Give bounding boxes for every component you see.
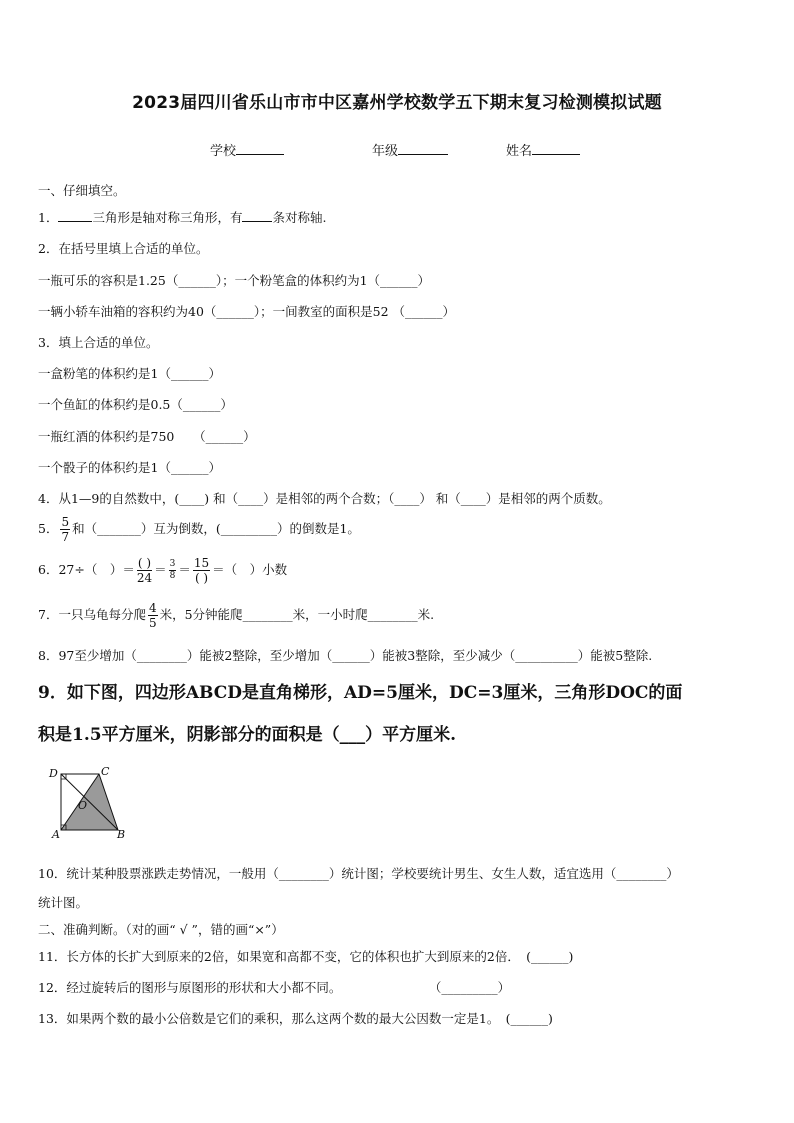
q1-num: 1． bbox=[38, 210, 59, 225]
q5-num: 5． bbox=[38, 521, 59, 536]
question-1 bbox=[38, 208, 326, 226]
q5-fraction-numerator: 5 bbox=[61, 515, 70, 529]
q7-fraction-denominator: 5 bbox=[148, 616, 157, 630]
school-field bbox=[210, 140, 284, 159]
grade-label: 年级 bbox=[372, 144, 399, 159]
q5-fraction-denominator: 7 bbox=[61, 530, 70, 544]
grade-blank[interactable] bbox=[398, 142, 448, 155]
label-b: B bbox=[117, 828, 126, 841]
question-3-line-2: 一个鱼缸的体积约是0.5（______） bbox=[38, 397, 233, 412]
q6-eq-1: ＝ bbox=[154, 562, 167, 577]
question-11: 11．长方体的长扩大到原来的2倍，如果宽和高都不变，它的体积也扩大到原来的2倍． (______) bbox=[38, 949, 574, 964]
label-c: C bbox=[101, 766, 110, 778]
section-heading-2: 二、准确判断。（对的画“ √ ”，错的画“×”） bbox=[38, 922, 284, 937]
q5-fraction bbox=[60, 516, 70, 543]
question-3-line-4: 一个骰子的体积约是1（______） bbox=[38, 460, 221, 475]
q6-fraction-3 bbox=[193, 557, 210, 584]
question-5 bbox=[38, 516, 360, 543]
q1-text-a: 三角形是轴对称三角形，有 bbox=[92, 210, 243, 225]
trapezoid-figure bbox=[46, 766, 136, 842]
q7-fraction bbox=[148, 602, 158, 629]
question-4: 4．从1—9的自然数中，(____) 和（____）是相邻的两个合数；（____） 和（____）是相邻的两个质数。 bbox=[38, 491, 611, 506]
label-d: D bbox=[49, 767, 58, 780]
question-9-line-2: 积是1.5平方厘米，阴影部分的面积是（___）平方厘米. bbox=[38, 725, 456, 745]
q7-text-a: 7．一只乌龟每分爬 bbox=[38, 607, 146, 622]
q6-fraction-2 bbox=[169, 560, 177, 581]
name-field bbox=[506, 140, 580, 159]
question-3-line-3: 一瓶红酒的体积约是750 （______） bbox=[38, 429, 256, 444]
q6-fraction-1 bbox=[137, 557, 152, 584]
q7-text-b: 米，5分钟能爬________米，一小时爬________米. bbox=[159, 607, 435, 622]
q7-fraction-numerator: 4 bbox=[148, 601, 157, 615]
q6-f1-denominator: 24 bbox=[136, 571, 153, 585]
q5-text: 和（_______）互为倒数，(_________）的倒数是1。 bbox=[72, 521, 360, 536]
question-9-line-1: 9．如下图，四边形ABCD是直角梯形，AD=5厘米，DC=3厘米，三角形DOC的面 bbox=[38, 683, 683, 703]
question-10-line-2: 统计图。 bbox=[38, 895, 89, 910]
name-blank[interactable] bbox=[532, 142, 580, 155]
q6-f1-numerator: ( ) bbox=[137, 556, 152, 570]
question-12: 12．经过旋转后的图形与原图形的形状和大小都不同。 （_________） bbox=[38, 980, 511, 995]
question-2-head: 2．在括号里填上合适的单位。 bbox=[38, 241, 209, 256]
question-13: 13．如果两个数的最小公倍数是它们的乘积，那么这两个数的最大公因数一定是1。 (______) bbox=[38, 1011, 553, 1026]
q6-f2-denominator: 8 bbox=[169, 571, 176, 581]
question-7 bbox=[38, 602, 434, 629]
label-a: A bbox=[52, 828, 60, 841]
page-title: 2023届四川省乐山市市中区嘉州学校数学五下期末复习检测模拟试题 bbox=[132, 93, 662, 113]
q1-text-b: 条对称轴. bbox=[272, 210, 327, 225]
q6-f3-numerator: 15 bbox=[193, 556, 210, 570]
school-blank[interactable] bbox=[236, 142, 284, 155]
question-10-line-1: 10．统计某种股票涨跌走势情况，一般用（________）统计图；学校要统计男生、女生人数，适宜选用（________） bbox=[38, 866, 679, 881]
q6-f3-denominator: ( ) bbox=[194, 571, 209, 585]
question-3-line-1: 一盒粉笔的体积约是1（______） bbox=[38, 366, 221, 381]
q6-eq-2: ＝ bbox=[178, 562, 191, 577]
q6-tail: ＝（ ）小数 bbox=[212, 562, 288, 577]
q1-blank-b[interactable] bbox=[242, 210, 272, 222]
label-o: O bbox=[78, 799, 88, 812]
question-6 bbox=[38, 557, 287, 584]
q6-f2-numerator: 3 bbox=[169, 559, 176, 569]
question-3-head: 3．填上合适的单位。 bbox=[38, 335, 159, 350]
question-2-line-1: 一瓶可乐的容积是1.25（______）；一个粉笔盒的体积约为1（______） bbox=[38, 273, 431, 288]
q1-blank-a[interactable] bbox=[58, 210, 92, 222]
school-label: 学校 bbox=[210, 144, 237, 159]
section-heading-1: 一、仔细填空。 bbox=[38, 183, 126, 198]
name-label: 姓名 bbox=[506, 144, 533, 159]
grade-field bbox=[372, 140, 448, 159]
q6-lead: 6．27÷（ ）＝ bbox=[38, 562, 135, 577]
question-8: 8．97至少增加（________）能被2整除，至少增加（______）能被3整除，至少减少（__________）能被5整除. bbox=[38, 648, 653, 663]
question-2-line-2: 一辆小轿车油箱的容积约为40（______）；一间教室的面积是52 （______） bbox=[38, 304, 456, 319]
